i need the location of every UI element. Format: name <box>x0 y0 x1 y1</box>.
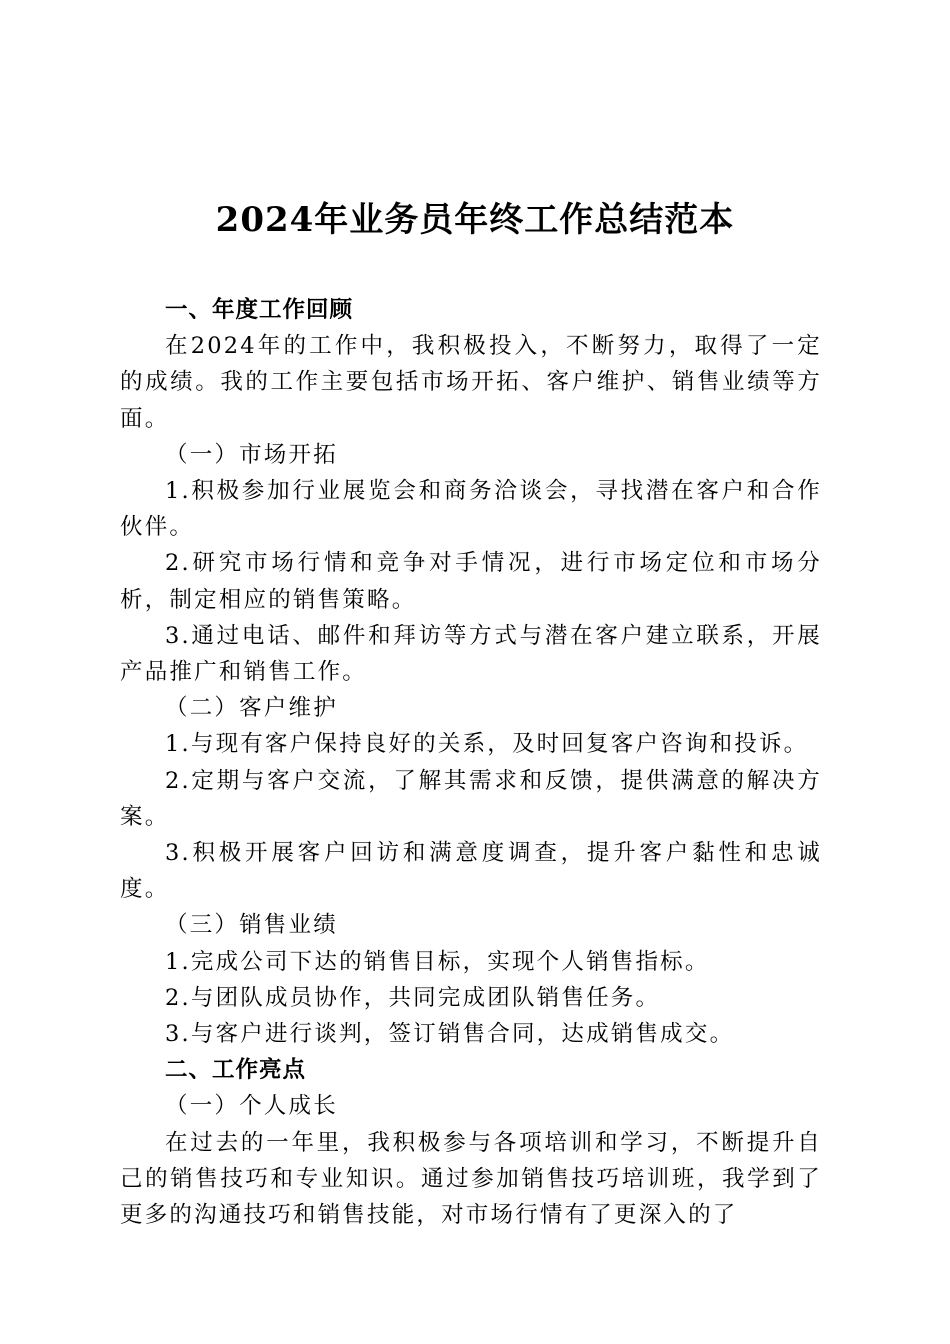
list-item: 3.积极开展客户回访和满意度调查，提升客户黏性和忠诚度。 <box>120 840 822 903</box>
list-item: 1.积极参加行业展览会和商务洽谈会，寻找潜在客户和合作伙伴。 <box>120 478 822 541</box>
list-item: 1.完成公司下达的销售目标，实现个人销售指标。 <box>165 948 710 975</box>
list-item: 2.研究市场行情和竞争对手情况，进行市场定位和市场分析，制定相应的销售策略。 <box>120 550 822 613</box>
paragraph: 在2024年的工作中，我积极投入，不断努力，取得了一定的成绩。我的工作主要包括市场开拓、客户维护、销售业绩等方面。 <box>120 333 822 432</box>
section-heading: 二、工作亮点 <box>165 1057 307 1084</box>
list-item: 2.定期与客户交流，了解其需求和反馈，提供满意的解决方案。 <box>120 767 822 830</box>
document-body <box>120 292 822 1233</box>
list-item: 1.与现有客户保持良好的关系，及时回复客户咨询和投诉。 <box>165 731 809 758</box>
document-title: 2024年业务员年终工作总结范本 <box>215 200 735 240</box>
list-item: 3.与客户进行谈判，签订销售合同，达成销售成交。 <box>165 1021 735 1048</box>
list-item: 3.通过电话、邮件和拜访等方式与潜在客户建立联系，开展产品推广和销售工作。 <box>120 622 822 686</box>
list-item: 2.与团队成员协作，共同完成团队销售任务。 <box>165 984 661 1011</box>
subsection-heading: （一）市场开拓 <box>165 441 338 468</box>
subsection-heading: （三）销售业绩 <box>165 912 338 939</box>
paragraph: 在过去的一年里，我积极参与各项培训和学习，不断提升自己的销售技巧和专业知识。通过参加销售技巧培训班，我学到了更多的沟通技巧和销售技能，对市场行情有了更深入的了 <box>120 1129 822 1229</box>
subsection-heading: （一）个人成长 <box>165 1093 338 1120</box>
subsection-heading: （二）客户维护 <box>165 695 338 722</box>
section-heading: 一、年度工作回顾 <box>165 297 354 323</box>
